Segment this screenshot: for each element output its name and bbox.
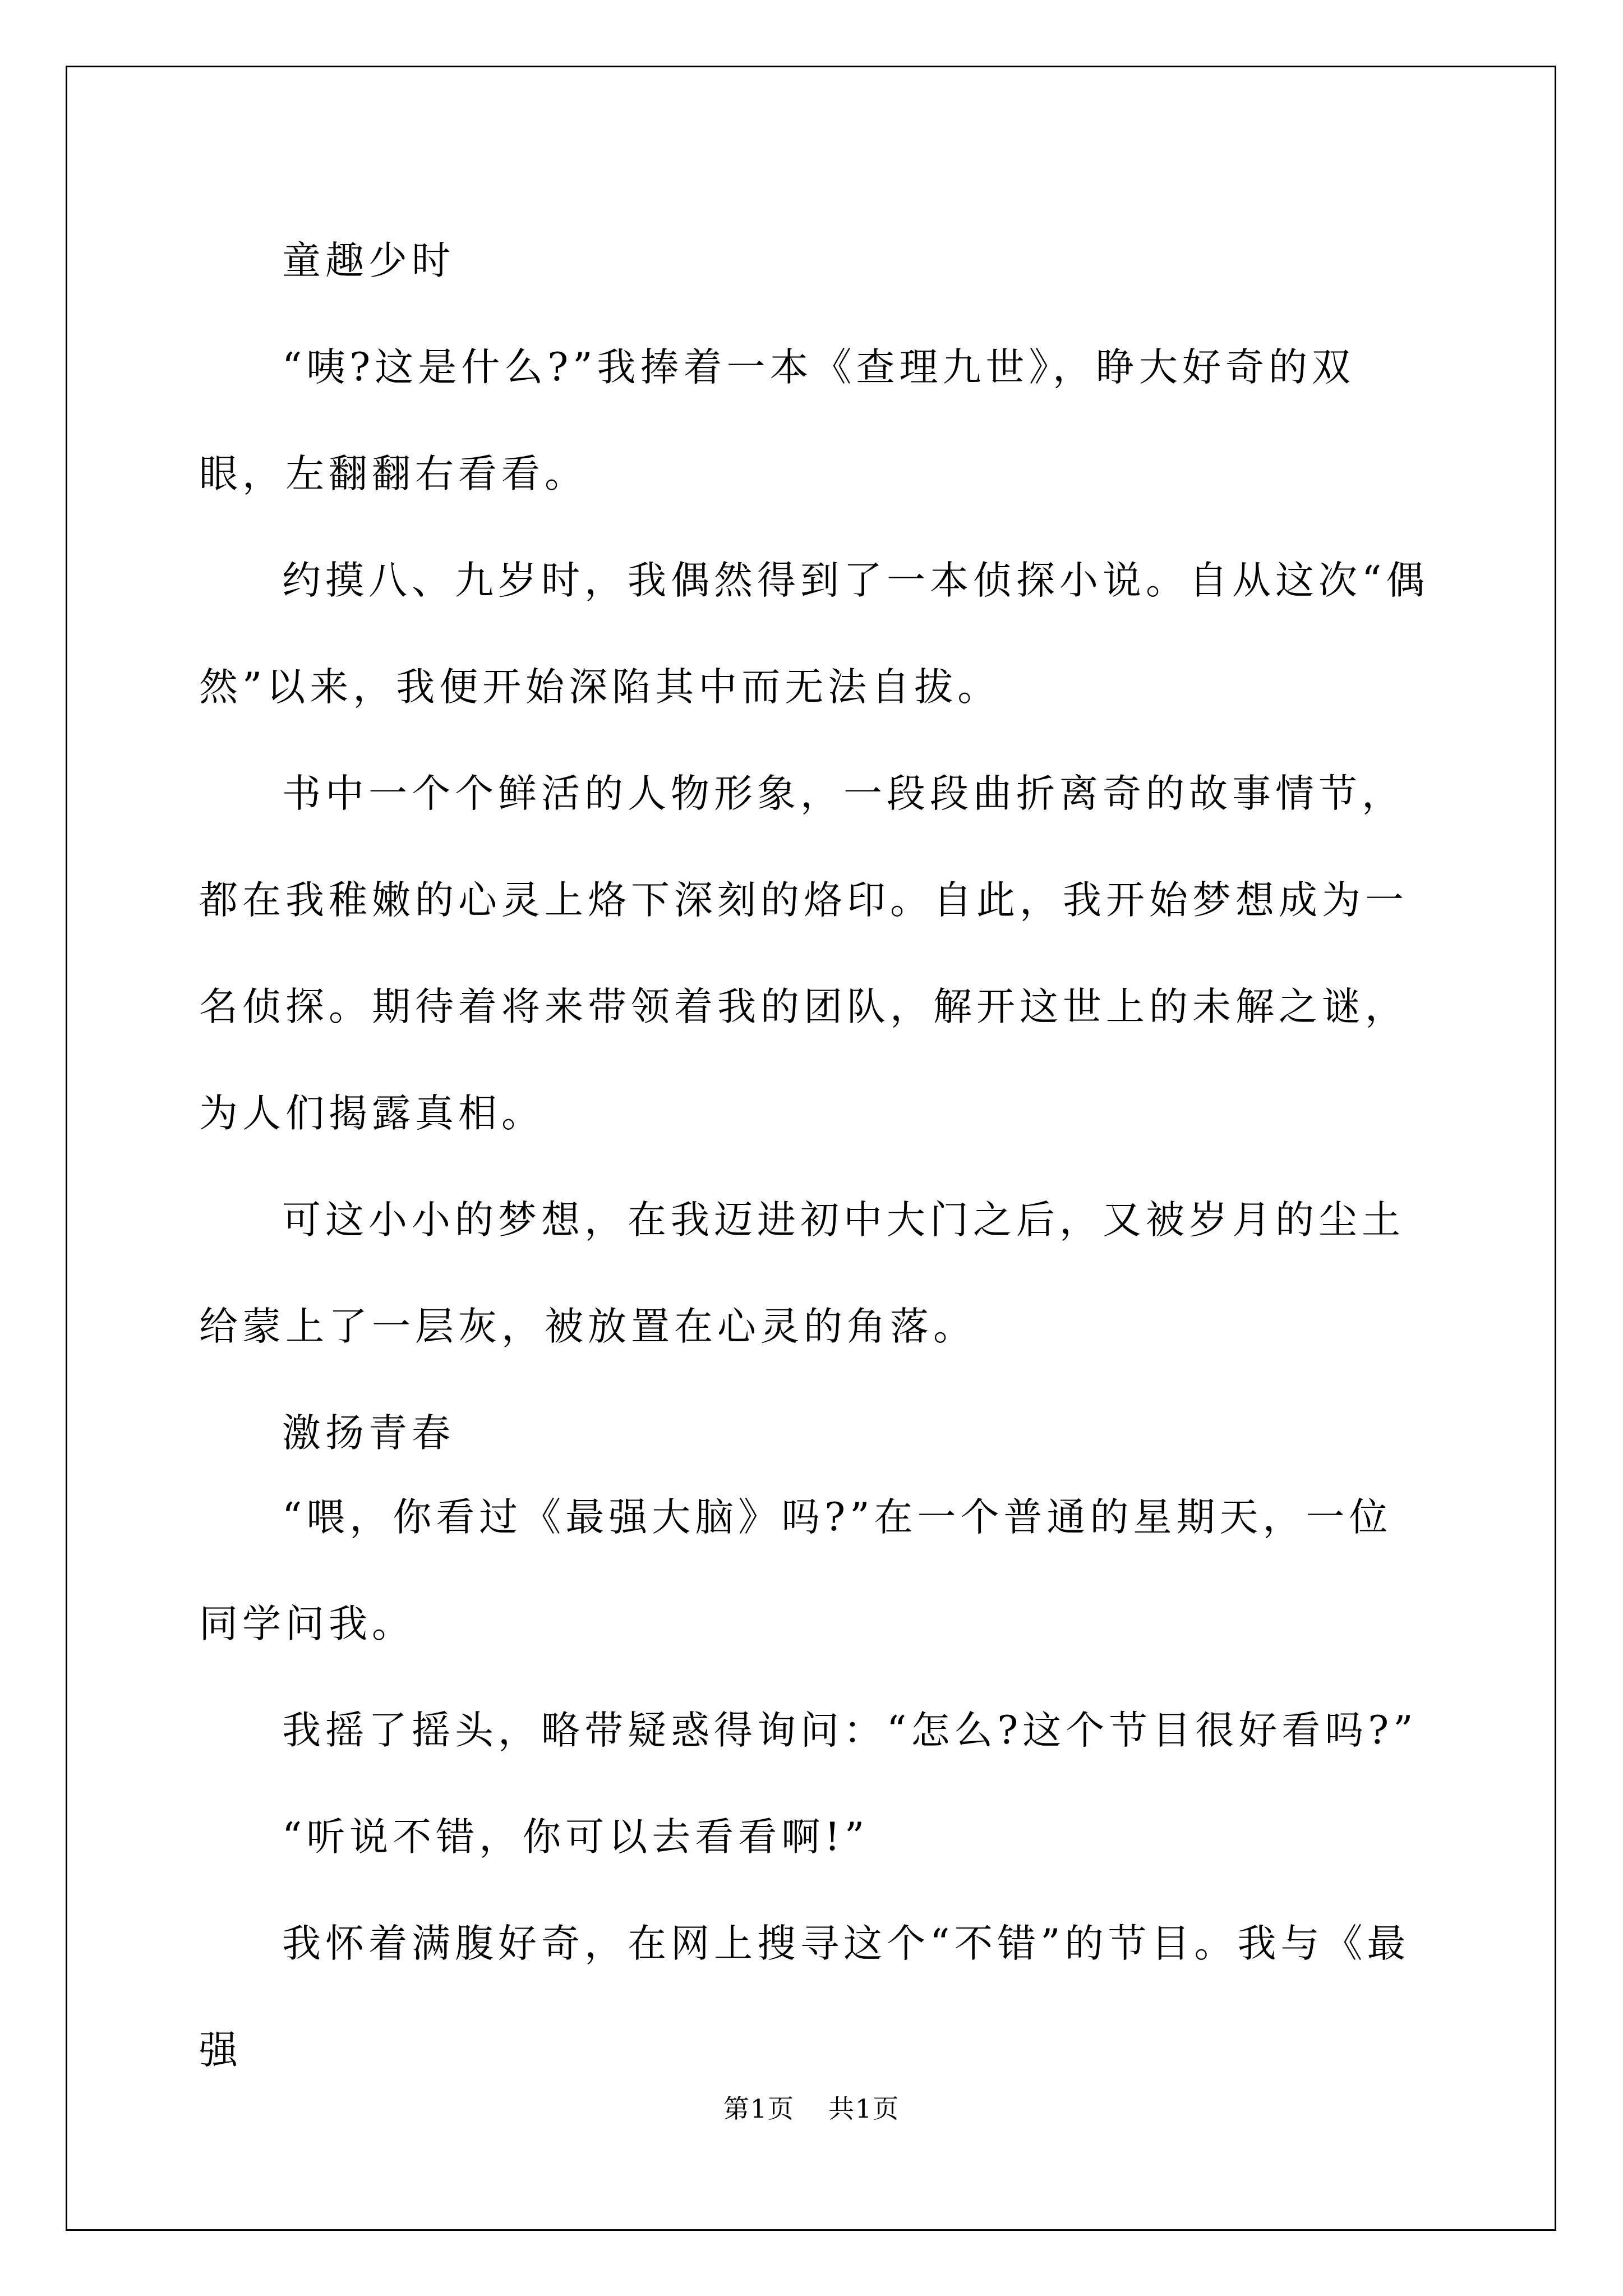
- paragraph: “喂，你看过《最强大脑》吗?”在一个普通的星期天，一位同学问我。: [199, 1495, 1393, 1646]
- page-total: 共1页: [828, 2093, 900, 2124]
- document-body: [199, 208, 1433, 2104]
- paragraph: 我怀着满腹好奇，在网上搜寻这个“不错”的节目。我与《最强: [199, 1921, 1410, 2073]
- paragraph: “咦?这是什么?”我捧着一本《查理九世》，睁大好奇的双眼，左翻翻右看看。: [199, 345, 1355, 496]
- paragraph: 约摸八、九岁时，我偶然得到了一本侦探小说。自从这次“偶然”以来，我便开始深陷其中而无法自拔。: [199, 558, 1430, 710]
- section-heading-childhood: 童趣少时: [282, 238, 455, 283]
- page-footer: [0, 2088, 1623, 2125]
- paragraph: 我摇了摇头，略带疑惑得询问：“怎么?这个节目很好看吗?”: [282, 1708, 1418, 1753]
- section-heading-youth: 激扬青春: [282, 1411, 455, 1456]
- paragraph: 可这小小的梦想，在我迈进初中大门之后，又被岁月的尘土给蒙上了一层灰，被放置在心灵的角落。: [199, 1198, 1405, 1349]
- paragraph: “听说不错，你可以去看看啊!”: [282, 1815, 869, 1860]
- paragraph: 书中一个个鲜活的人物形象，一段段曲折离奇的故事情节，都在我稚嫩的心灵上烙下深刻的烙印。自此，我开始梦想成为一名侦探。期待着将来带领着我的团队，解开这世上的未解之谜，为人们揭露真相。: [199, 771, 1408, 1136]
- page-number: 第1页: [723, 2093, 795, 2124]
